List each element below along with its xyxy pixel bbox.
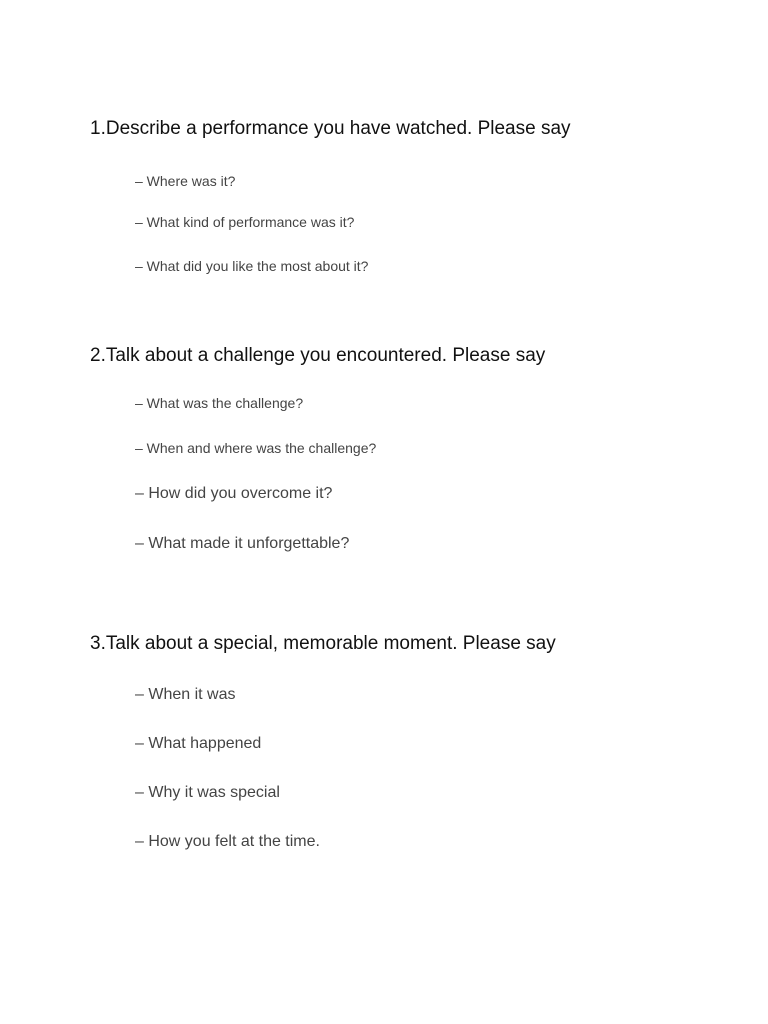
section-2-heading: 2.Talk about a challenge you encountered. Please say [90, 345, 546, 366]
section-1-heading: 1.Describe a performance you have watched. Please say [90, 118, 571, 139]
section-2-item-3: – How did you overcome it? [135, 485, 333, 502]
section-3-item-3: – Why it was special [135, 784, 280, 801]
section-2-item-4: – What made it unforgettable? [135, 535, 350, 552]
section-2-item-1: – What was the challenge? [135, 395, 304, 411]
section-1-item-2: – What kind of performance was it? [135, 214, 355, 230]
section-3-item-1: – When it was [135, 686, 236, 703]
section-1-item-3: – What did you like the most about it? [135, 258, 369, 274]
section-3-item-4: – How you felt at the time. [135, 833, 320, 850]
section-3-heading: 3.Talk about a special, memorable moment. Please say [90, 633, 556, 654]
section-3-item-2: – What happened [135, 735, 262, 752]
section-1-item-1: – Where was it? [135, 173, 236, 189]
section-2-item-2: – When and where was the challenge? [135, 440, 377, 456]
